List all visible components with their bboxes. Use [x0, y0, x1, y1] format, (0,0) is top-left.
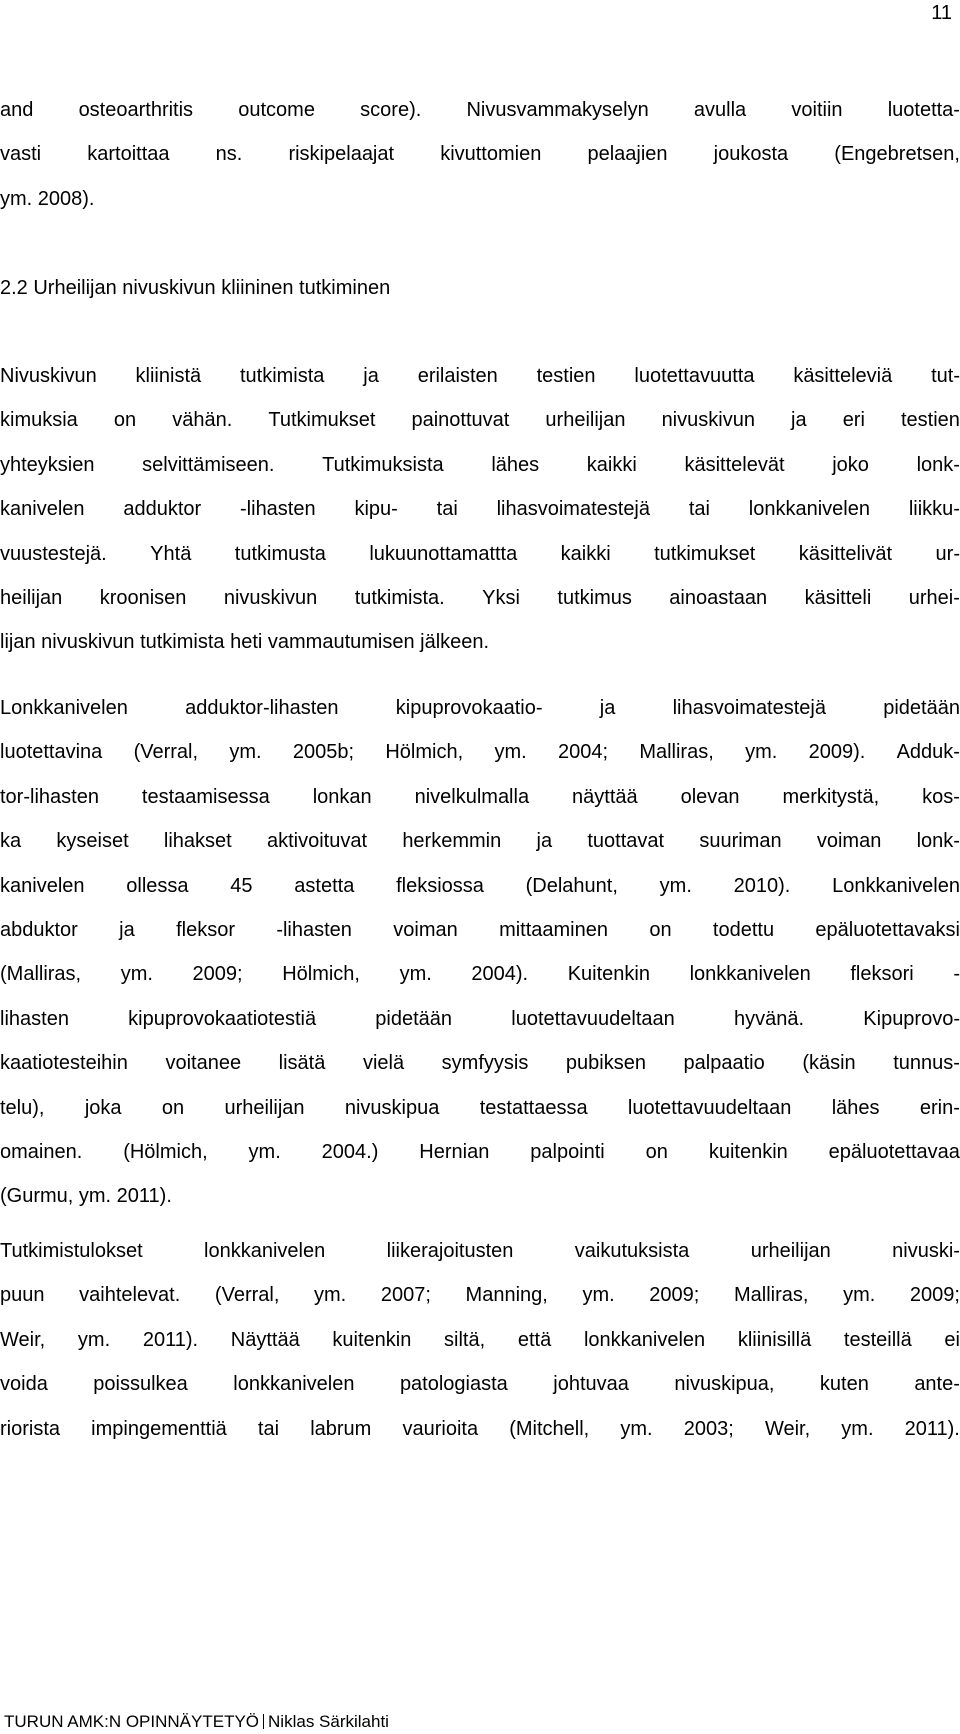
word: vaihtelevat. [79, 1284, 181, 1307]
word: on [645, 1141, 668, 1163]
word: käsittelivät [798, 542, 893, 565]
word: selvittämiseen. [142, 453, 275, 476]
word: ja [791, 409, 807, 432]
word: abduktor [0, 919, 78, 941]
word: 2009; [192, 963, 243, 986]
word: outcome [238, 99, 315, 121]
word: impingementtiä [91, 1417, 227, 1440]
word: Yksi [482, 587, 520, 609]
word: ym. [659, 874, 692, 897]
word: Lonkkanivelen [832, 874, 960, 897]
word: lähes [491, 453, 540, 476]
word: kanivelen [0, 498, 85, 521]
word: 2009; [649, 1284, 700, 1307]
word: nivuskipua [344, 1096, 440, 1119]
footer-author: Niklas Särkilahti [268, 1712, 389, 1731]
word: ym. [120, 963, 153, 986]
word: ante- [914, 1373, 960, 1396]
word: voitanee [165, 1052, 242, 1075]
word: painottuvat [411, 409, 510, 432]
text-line [0, 1282, 960, 1308]
word: vaikutuksista [574, 1240, 690, 1262]
word: voiman [393, 919, 458, 941]
footer-separator [263, 1714, 264, 1729]
word: johtuvaa [553, 1373, 629, 1396]
word: erilaisten [417, 365, 498, 387]
word: riskipelaajat [288, 143, 395, 166]
word: (Verral, [214, 1284, 280, 1307]
word: lonkkanivelen [748, 498, 870, 521]
word: Hernian [419, 1141, 490, 1163]
word: (Malliras, [0, 963, 82, 986]
word: fleksor [176, 919, 235, 941]
word: -lihasten [276, 919, 352, 941]
word: symfyysis [441, 1052, 529, 1075]
word: lähes [831, 1096, 880, 1119]
word: lonk- [916, 453, 960, 476]
word: nivelkulmalla [414, 785, 530, 808]
word: yhteyksien [0, 453, 95, 476]
word: urheilijan [545, 409, 626, 432]
word: 2005b; [292, 741, 355, 764]
word: kuten [819, 1373, 869, 1396]
word: Malliras, [733, 1284, 809, 1307]
word: tutkimus [557, 587, 632, 609]
text-line [0, 363, 960, 389]
word: lisätä [278, 1052, 326, 1075]
word: ollessa [126, 874, 189, 897]
word: tuottavat [587, 830, 665, 853]
word: kipuprovokaatiotestiä [128, 1007, 317, 1030]
word: urheilijan [750, 1240, 831, 1262]
word: ja [363, 365, 379, 387]
word: vuustestejä. [0, 542, 107, 565]
text-line: 2.2 Urheilijan nivuskivun kliininen tutkiminen [0, 277, 391, 299]
word: Yhtä [150, 542, 192, 565]
text-line [0, 828, 960, 854]
word: labrum [310, 1417, 372, 1440]
word: osteoarthritis [78, 99, 194, 121]
word: testien [901, 409, 960, 432]
text-line [0, 739, 960, 765]
word: hyvänä. [733, 1007, 805, 1030]
word: kuitenkin [708, 1141, 788, 1163]
word: 2004). [471, 963, 529, 986]
word: pelaajien [587, 143, 668, 166]
word: ainoastaan [669, 587, 768, 609]
text-line [0, 452, 960, 478]
word: ym. [745, 741, 778, 764]
word: testattaessa [479, 1096, 588, 1119]
word: ym. [248, 1141, 281, 1163]
word: 2009). [808, 741, 866, 764]
text-line [0, 1327, 960, 1353]
word: testaamisessa [141, 785, 270, 808]
text-line [0, 1050, 960, 1076]
word: fleksiossa [396, 874, 484, 897]
word: liikerajoitusten [386, 1240, 514, 1262]
word: lonkkanivelen [204, 1240, 326, 1262]
word: kaatiotesteihin [0, 1052, 128, 1075]
word: tai [257, 1417, 280, 1440]
word: Manning, [465, 1284, 548, 1307]
word: riorista [0, 1417, 61, 1440]
word: (Mitchell, [509, 1417, 590, 1440]
word: ym. [843, 1284, 876, 1307]
text-line [0, 1006, 960, 1032]
word: tutkimukset [654, 542, 756, 565]
word: 45 [230, 874, 253, 897]
word: kliinisillä [737, 1328, 812, 1351]
word: vaurioita [402, 1417, 479, 1440]
word: pidetään [375, 1007, 453, 1030]
word: Kuitenkin [567, 963, 650, 986]
word: puun [0, 1284, 45, 1307]
text-line: (Gurmu, ym. 2011). [0, 1185, 172, 1208]
word: Kipuprovo- [863, 1007, 960, 1030]
word: Adduk- [896, 741, 960, 764]
text-line [0, 541, 960, 567]
text-line: lijan nivuskivun tutkimista heti vammautumisen jälkeen. [0, 631, 490, 654]
word: Hölmich, [385, 741, 464, 764]
word: tutkimusta [234, 542, 326, 565]
word: kroonisen [99, 587, 187, 609]
word: nivuskivun [661, 409, 755, 432]
word: kaikki [560, 542, 611, 565]
word: eri [842, 409, 865, 432]
word: ja [599, 697, 616, 719]
text-line [0, 873, 960, 899]
word: (Verral, [133, 741, 199, 764]
word: kanivelen [0, 874, 85, 897]
word: omainen. [0, 1141, 83, 1163]
text-line [0, 1139, 960, 1165]
word: ym. [314, 1284, 347, 1307]
word: epäluotettavaa [828, 1141, 960, 1163]
word: Nivusvammakyselyn [466, 99, 649, 121]
word: tunnus- [893, 1052, 960, 1075]
word: ja [536, 830, 553, 853]
word: -lihasten [240, 498, 316, 521]
word: Näyttää [230, 1328, 300, 1351]
word: Tutkimukset [268, 409, 376, 432]
text-line [0, 695, 960, 721]
word: kliinistä [135, 365, 202, 387]
word: mittaaminen [499, 919, 608, 941]
word: kimuksia [0, 409, 78, 432]
page-number: 11 [931, 2, 952, 24]
word: 2011). [904, 1417, 960, 1440]
text-line [0, 585, 960, 611]
word: merkitystä, [782, 785, 880, 808]
word: pidetään [883, 697, 960, 719]
word: voitiin [791, 99, 843, 121]
word: ym. [77, 1328, 111, 1351]
word: joukosta [713, 143, 789, 166]
word: vasti [0, 143, 42, 166]
text-line [0, 97, 960, 123]
word: on [161, 1096, 185, 1119]
word: 2010). [733, 874, 791, 897]
word: ym. [399, 963, 432, 986]
word: luotettavuudeltaan [627, 1096, 792, 1119]
word: ym. [582, 1284, 615, 1307]
word: palpointi [530, 1141, 605, 1163]
word: lihasten [0, 1007, 69, 1030]
text-line [0, 407, 960, 433]
word: (Hölmich, [123, 1141, 208, 1163]
text-line [0, 1416, 960, 1442]
word: ym. [841, 1417, 874, 1440]
word: lihasvoimatestejä [672, 697, 826, 719]
word: kos- [922, 785, 960, 808]
word: nivuski- [892, 1240, 960, 1262]
word: on [649, 919, 672, 941]
word: 2003; [683, 1417, 734, 1440]
word: lukuunottamattta [369, 542, 518, 565]
word: 2011). [142, 1328, 199, 1351]
text-line [0, 1095, 960, 1121]
word: 2007; [380, 1284, 431, 1307]
word: urhei- [908, 587, 960, 609]
text-line [0, 1371, 960, 1397]
word: telu), [0, 1096, 45, 1119]
word: tai [436, 498, 458, 521]
word: vielä [362, 1052, 405, 1075]
word: pubiksen [565, 1052, 646, 1075]
word: aktivoituvat [266, 830, 368, 853]
word: 2004; [557, 741, 609, 764]
word: tut- [931, 365, 960, 387]
word: liikku- [908, 498, 960, 521]
word: olevan [680, 785, 740, 808]
word: ns. [215, 143, 243, 166]
word: tor-lihasten [0, 785, 99, 808]
word: 2009; [909, 1284, 960, 1307]
word: käsittelevät [684, 453, 785, 476]
word: kipuprovokaatio- [395, 697, 543, 719]
word: kuitenkin [332, 1328, 412, 1351]
word: urheilijan [224, 1096, 305, 1119]
word: kivuttomien [440, 143, 542, 166]
word: ja [119, 919, 135, 941]
word: lihakset [163, 830, 232, 853]
word: lihasvoimatestejä [496, 498, 651, 521]
word: käsitteleviä [793, 365, 893, 387]
word: avulla [693, 99, 747, 121]
word: joka [84, 1096, 122, 1119]
word: tutkimista. [354, 587, 445, 609]
word: poissulkea [93, 1373, 188, 1396]
page-footer [4, 1712, 389, 1732]
word: luotettavuudeltaan [511, 1007, 675, 1030]
word: patologiasta [399, 1373, 508, 1396]
word: testien [536, 365, 596, 387]
word: testeillä [843, 1328, 912, 1351]
text-line [0, 496, 960, 522]
word: lonk- [916, 830, 960, 853]
word: Malliras, [639, 741, 714, 764]
word: epäluotettavaksi [815, 919, 960, 941]
word: ur- [935, 542, 960, 565]
word: luotettavina [0, 741, 103, 764]
text-line: ym. 2008). [0, 187, 95, 210]
word: Weir, [0, 1328, 46, 1351]
word: Lonkkanivelen [0, 697, 128, 719]
word: siltä, [444, 1328, 486, 1351]
word: on [113, 409, 137, 432]
word: ei [944, 1328, 960, 1351]
word: tutkimista [239, 365, 325, 387]
word: (käsin [802, 1052, 856, 1075]
word: ym. [494, 741, 527, 764]
word: ym. [620, 1417, 653, 1440]
text-line [0, 141, 960, 167]
word: voida [0, 1373, 48, 1396]
word: Hölmich, [282, 963, 360, 986]
word: palpaatio [683, 1052, 765, 1075]
word: kartoittaa [87, 143, 170, 166]
word: score). [360, 99, 422, 121]
text-line [0, 917, 960, 943]
word: Tutkimuksista [322, 453, 444, 476]
word: heilijan [0, 587, 63, 609]
word: luotetta- [887, 99, 960, 121]
word: lonkkanivelen [689, 963, 811, 986]
word: kyseiset [56, 830, 129, 853]
word: 2004.) [321, 1141, 379, 1163]
text-line [0, 961, 960, 987]
word: todettu [712, 919, 775, 941]
word: lonkan [312, 785, 372, 808]
word: että [517, 1328, 552, 1351]
word: and [0, 99, 34, 121]
text-line [0, 1238, 960, 1264]
word: (Delahunt, [525, 874, 618, 897]
word: - [953, 963, 960, 986]
word: Weir, [764, 1417, 811, 1440]
word: herkemmin [402, 830, 502, 853]
word: lonkkanivelen [233, 1373, 355, 1396]
word: tai [688, 498, 710, 521]
word: näyttää [572, 785, 638, 808]
word: nivuskivun [223, 587, 318, 609]
word: adduktor [123, 498, 202, 521]
word: erin- [919, 1096, 960, 1119]
word: ym. [229, 741, 262, 764]
word: voiman [816, 830, 882, 853]
word: vähän. [172, 409, 233, 432]
word: (Engebretsen, [834, 143, 960, 166]
word: kaikki [586, 453, 637, 476]
word: joko [832, 453, 869, 476]
word: kipu- [354, 498, 398, 521]
word: adduktor-lihasten [185, 697, 339, 719]
word: suuriman [699, 830, 782, 853]
word: nivuskipua, [674, 1373, 775, 1396]
text-line [0, 784, 960, 810]
word: ka [0, 830, 22, 853]
footer-institution: TURUN AMK:N OPINNÄYTETYÖ [4, 1712, 260, 1731]
word: astetta [294, 874, 355, 897]
word: käsitteli [804, 587, 872, 609]
word: lonkkanivelen [583, 1328, 706, 1351]
word: fleksori [850, 963, 914, 986]
word: Tutkimistulokset [0, 1240, 143, 1262]
word: luotettavuutta [634, 365, 755, 387]
word: Nivuskivun [0, 365, 97, 387]
